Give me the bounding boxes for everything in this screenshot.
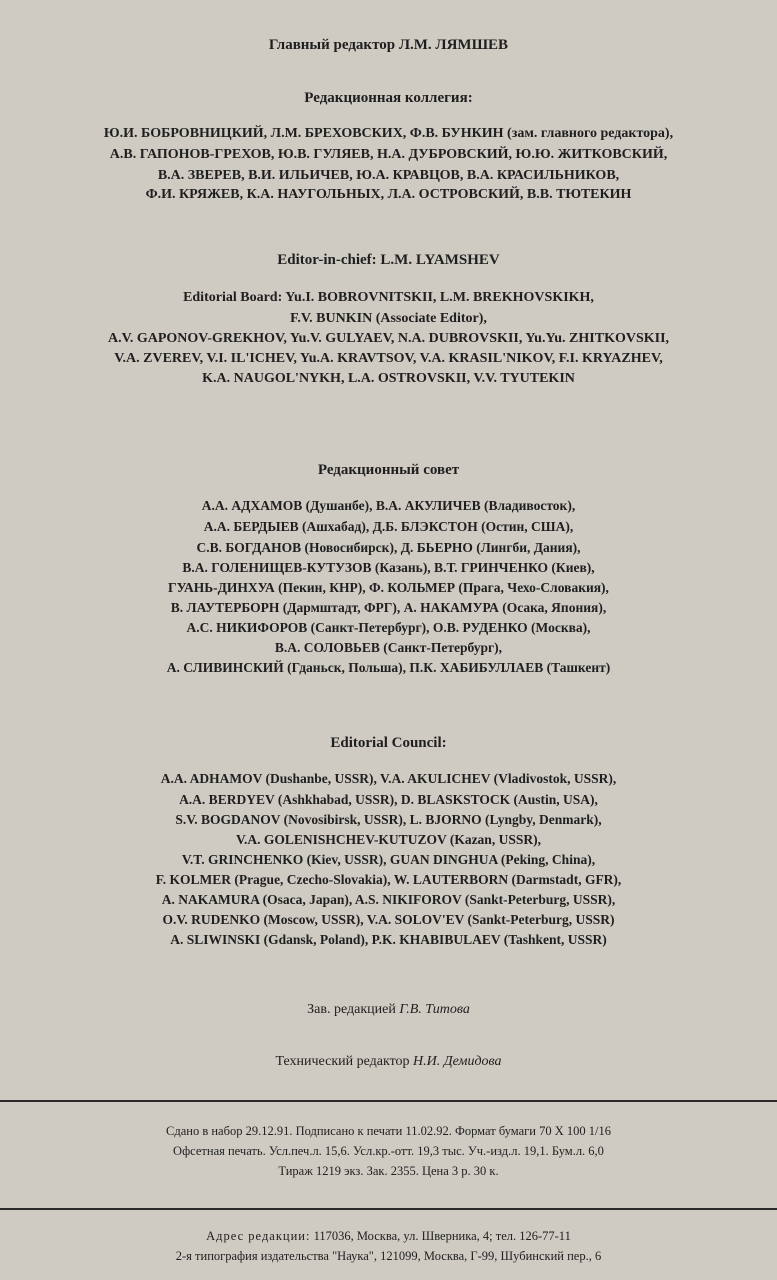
en-council-heading: Editorial Council: — [330, 735, 447, 751]
ru-editor-in-chief: Главный редактор Л.М. ЛЯМШЕВ — [268, 37, 509, 53]
ru-council-line: А.А. БЕРДЫЕВ (Ашхабад), Д.Б. БЛЭКСТОН (Остин, США), — [203, 519, 574, 534]
ru-council-line: А.А. АДХАМОВ (Душанбе), В.А. АКУЛИЧЕВ (Владивосток), — [201, 498, 576, 513]
divider-rule — [0, 1100, 777, 1102]
ru-council-line: В.А. ГОЛЕНИЩЕВ-КУТУЗОВ (Казань), В.Т. ГРИНЧЕНКО (Киев), — [182, 560, 595, 575]
en-board-line: Editorial Board: Yu.I. BOBROVNITSKII, L.M. BREKHOVSKIKH, — [183, 290, 594, 305]
ru-council-line: С.В. БОГДАНОВ (Новосибирск), Д. БЬЕРНО (Лингби, Дания), — [196, 540, 581, 555]
ru-board-heading: Редакционная коллегия: — [304, 90, 473, 106]
printer-address: 2-я типография издательства "Наука", 121099, Москва, Г-99, Шубинский пер., 6 — [175, 1249, 602, 1263]
ru-board-line: Ф.И. КРЯЖЕВ, К.А. НАУГОЛЬНЫХ, Л.А. ОСТРОВСКИЙ, В.В. ТЮТЕКИН — [145, 187, 632, 202]
en-council-line: V.T. GRINCHENKO (Kiev, USSR), GUAN DINGHUA (Peking, China), — [181, 852, 596, 867]
divider-rule — [0, 1208, 777, 1210]
ru-council-line: ГУАНЬ-ДИНХУА (Пекин, КНР), Ф. КОЛЬМЕР (Прага, Чехо-Словакия), — [168, 580, 609, 595]
imprint-line: Тираж 1219 экз. Зак. 2355. Цена 3 р. 30 к. — [278, 1164, 499, 1178]
en-board-line: F.V. BUNKIN (Associate Editor), — [290, 311, 487, 326]
address-text: 117036, Москва, ул. Шверника, 4; тел. 126-77-11 — [313, 1229, 571, 1243]
en-editor-in-chief: Editor-in-chief: L.M. LYAMSHEV — [277, 252, 500, 268]
editorial-head-label: Зав. редакцией — [307, 1002, 396, 1017]
address-label: Адрес редакции: — [206, 1229, 311, 1243]
en-board-line: A.V. GAPONOV-GREKHOV, Yu.V. GULYAEV, N.A. DUBROVSKII, Yu.Yu. ZHITKOVSKII, — [107, 331, 670, 346]
ru-council-heading: Редакционный совет — [317, 462, 460, 478]
en-council-line: A.A. BERDYEV (Ashkhabad, USSR), D. BLASKSTOCK (Austin, USA), — [179, 792, 598, 807]
editorial-head-name: Г.В. Титова — [399, 1002, 470, 1017]
ru-council-line: В. ЛАУТЕРБОРН (Дармштадт, ФРГ), А. НАКАМУРА (Осака, Япония), — [170, 600, 607, 615]
ru-board-line: Ю.И. БОБРОВНИЦКИЙ, Л.М. БРЕХОВСКИХ, Ф.В. БУНКИН (зам. главного редактора), — [103, 126, 674, 141]
en-board-line: V.A. ZVEREV, V.I. IL'ICHEV, Yu.A. KRAVTSOV, V.A. KRASIL'NIKOV, F.I. KRYAZHEV, — [114, 351, 663, 366]
en-council-line: A.A. ADHAMOV (Dushanbe, USSR), V.A. AKULICHEV (Vladivostok, USSR), — [160, 771, 617, 786]
en-council-line: A. SLIWINSKI (Gdansk, Poland), P.K. KHABIBULAEV (Tashkent, USSR) — [170, 932, 607, 947]
editorial-head-line — [0, 1002, 777, 1018]
ru-board-line: А.В. ГАПОНОВ-ГРЕХОВ, Ю.В. ГУЛЯЕВ, Н.А. ДУБРОВСКИЙ, Ю.Ю. ЖИТКОВСКИЙ, — [109, 147, 668, 162]
en-council-line: O.V. RUDENKO (Moscow, USSR), V.A. SOLOV'EV (Sankt-Peterburg, USSR) — [162, 912, 615, 927]
ru-council-line: А.С. НИКИФОРОВ (Санкт-Петербург), О.В. РУДЕНКО (Москва), — [186, 620, 591, 635]
en-council-line: F. KOLMER (Prague, Czecho-Slovakia), W. LAUTERBORN (Darmstadt, GFR), — [155, 872, 622, 887]
ru-council-line: А. СЛИВИНСКИЙ (Гданьск, Польша), П.К. ХАБИБУЛЛАЕВ (Ташкент) — [166, 660, 611, 675]
ru-board-line: В.А. ЗВЕРЕВ, В.И. ИЛЬИЧЕВ, Ю.А. КРАВЦОВ, В.А. КРАСИЛЬНИКОВ, — [157, 168, 620, 183]
technical-editor-line — [0, 1054, 777, 1070]
editorial-address — [0, 1229, 777, 1244]
technical-editor-name: Н.И. Демидова — [413, 1054, 502, 1069]
en-council-line: V.A. GOLENISHCHEV-KUTUZOV (Kazan, USSR), — [236, 832, 541, 847]
en-board-line: K.A. NAUGOL'NYKH, L.A. OSTROVSKII, V.V. TYUTEKIN — [202, 371, 575, 386]
technical-editor-label: Технический редактор — [275, 1054, 410, 1069]
en-council-line: S.V. BOGDANOV (Novosibirsk, USSR), L. BJORNO (Lyngby, Denmark), — [175, 812, 602, 827]
imprint-line: Офсетная печать. Усл.печ.л. 15,6. Усл.кр.-отт. 19,3 тыс. Уч.-изд.л. 19,1. Бум.л. 6,0 — [173, 1144, 604, 1158]
en-council-line: A. NAKAMURA (Osaca, Japan), A.S. NIKIFOROV (Sankt-Peterburg, USSR), — [161, 892, 616, 907]
ru-council-line: В.А. СОЛОВЬЕВ (Санкт-Петербург), — [274, 640, 503, 655]
imprint-line: Сдано в набор 29.12.91. Подписано к печати 11.02.92. Формат бумаги 70 X 100 1/16 — [166, 1124, 611, 1138]
